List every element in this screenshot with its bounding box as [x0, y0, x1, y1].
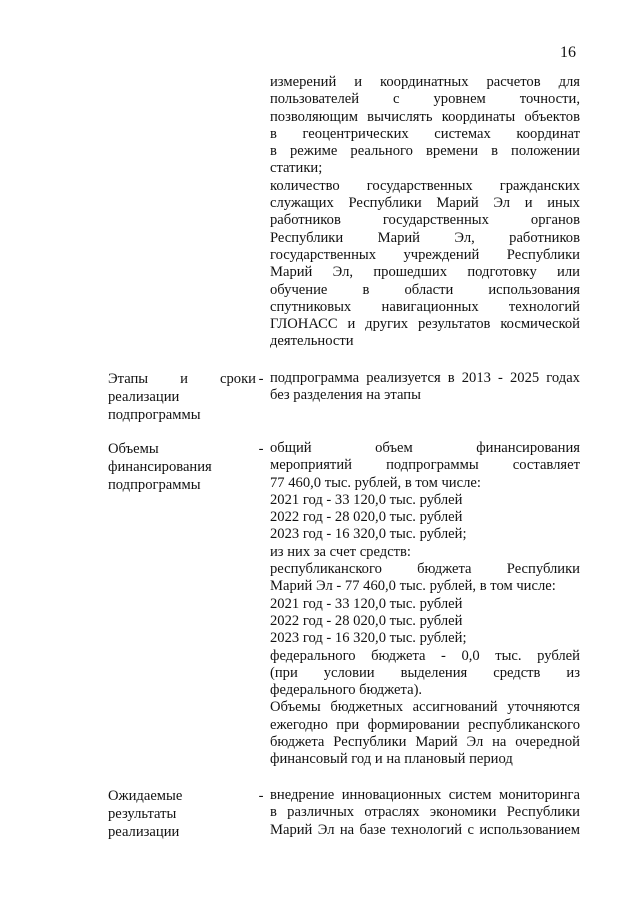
row-label-line: финансирования — [108, 459, 212, 475]
text-line: Республики Марий Эл, работников — [270, 229, 580, 246]
text-line: федерального бюджета). — [270, 682, 423, 699]
text-line: Марий Эл на базе технологий с использованием — [270, 821, 580, 838]
text-line: 2023 год - 16 320,0 тыс. рублей; — [270, 526, 467, 543]
text-line: обучение в области использования — [270, 281, 580, 298]
text-line: количество государственных гражданских — [270, 177, 580, 194]
text-line: подпрограмма реализуется в 2013 - 2025 годах — [270, 370, 580, 386]
text-line: Марий Эл - 77 460,0 тыс. рублей, в том числе: — [270, 578, 556, 595]
text-line: (при условии выделения средств из — [270, 664, 580, 681]
text-line: в геоцентрических системах координат — [270, 125, 580, 142]
text-line: ежегодно при формировании республиканского — [270, 716, 580, 733]
text-line: федерального бюджета - 0,0 тыс. рублей — [270, 647, 580, 664]
row-label-line: Ожидаемые — [108, 788, 183, 804]
row-dash: - — [258, 441, 264, 457]
row-label-line: результаты — [108, 806, 177, 822]
row-label-line: подпрограммы — [108, 477, 201, 493]
row-label-line: реализации — [108, 824, 180, 840]
row-content — [270, 787, 580, 839]
text-line: спутниковых навигационных технологий — [270, 298, 580, 315]
text-line: общий объем финансирования — [270, 440, 580, 456]
text-line: 2021 год - 33 120,0 тыс. рублей — [270, 595, 463, 612]
text-line: без разделения на этапы — [270, 387, 421, 404]
text-line: 2023 год - 16 320,0 тыс. рублей; — [270, 630, 467, 647]
text-line: 2022 год - 28 020,0 тыс. рублей — [270, 612, 463, 629]
row-content — [270, 370, 580, 405]
page-number: 16 — [560, 44, 576, 61]
text-line: республиканского бюджета Республики — [270, 561, 580, 578]
text-line: 77 460,0 тыс. рублей, в том числе: — [270, 474, 481, 491]
text-line: внедрение инновационных систем мониторинга — [270, 787, 580, 803]
row-content — [270, 440, 580, 769]
row-label-line: реализации — [108, 389, 180, 405]
text-line: государственных учреждений Республики — [270, 246, 580, 263]
row-label-line: Этапы и сроки — [108, 371, 256, 387]
row-dash: - — [258, 371, 264, 387]
row-label-line: подпрограммы — [108, 407, 201, 423]
text-line: в различных отраслях экономики Республики — [270, 804, 580, 821]
text-line: статики; — [270, 160, 323, 177]
row-label — [108, 440, 256, 494]
text-line: позволяющим вычислять координаты объектов — [270, 108, 580, 125]
text-line: работников государственных органов — [270, 212, 580, 229]
continuation-text — [270, 74, 580, 351]
row-dash: - — [258, 788, 264, 804]
text-line: бюджета Республики Марий Эл на очередной — [270, 734, 580, 751]
text-line: Марий Эл, прошедших подготовку или — [270, 264, 580, 281]
text-line: в режиме реального времени в положении — [270, 143, 580, 160]
text-line: Объемы бюджетных ассигнований уточняются — [270, 699, 580, 716]
text-line: из них за счет средств: — [270, 543, 411, 560]
text-line: пользователей с уровнем точности, — [270, 91, 580, 108]
text-line: 2021 год - 33 120,0 тыс. рублей — [270, 491, 463, 508]
row-label — [108, 370, 256, 424]
row-label-line: Объемы — [108, 441, 159, 457]
text-line: финансовый год и на плановый период — [270, 751, 513, 768]
text-line: деятельности — [270, 333, 354, 350]
row-label — [108, 787, 256, 841]
text-line: измерений и координатных расчетов для — [270, 74, 580, 90]
text-line: служащих Республики Марий Эл и иных — [270, 195, 580, 212]
text-line: ГЛОНАСС и других результатов космической — [270, 316, 580, 333]
text-line: мероприятий подпрограммы составляет — [270, 457, 580, 474]
text-line: 2022 год - 28 020,0 тыс. рублей — [270, 509, 463, 526]
